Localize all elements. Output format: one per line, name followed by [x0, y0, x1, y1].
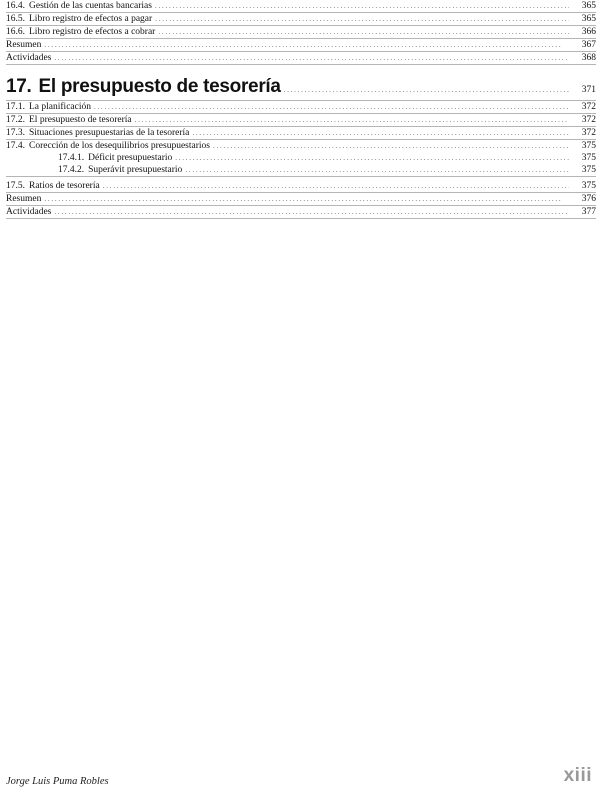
dot-leader: [54, 52, 569, 64]
toc-entry-page: 366: [581, 27, 596, 37]
toc-entry-16-4[interactable]: [6, 0, 596, 13]
toc-entry-number: 17.4.1.: [58, 153, 85, 163]
toc-entry-page: 365: [581, 1, 596, 11]
toc-chapter-17[interactable]: [6, 76, 596, 101]
toc-entry-page: 365: [581, 14, 596, 24]
dot-leader: [185, 164, 569, 176]
toc-entry-number: 17.1.: [6, 102, 25, 112]
toc-entry-label: La planificación: [29, 102, 91, 112]
toc-entry-label: Superávit presupuestario: [88, 165, 183, 175]
dot-leader: [158, 26, 569, 38]
table-of-contents: [6, 0, 596, 219]
toc-section-16-tail: [6, 0, 596, 65]
dot-leader: [155, 0, 569, 12]
toc-entry-17-3[interactable]: [6, 127, 596, 140]
toc-entry-label: Déficit presupuestario: [88, 153, 173, 163]
dot-leader: [175, 152, 569, 164]
toc-entry-label: Situaciones presupuestarias de la tesorería: [29, 128, 190, 138]
toc-entry-actividades-16[interactable]: [6, 52, 596, 65]
toc-entry-page: 367: [581, 40, 596, 50]
dot-leader: [54, 206, 569, 218]
toc-entry-page: 375: [581, 141, 596, 151]
dot-leader: [44, 39, 569, 51]
toc-entry-label: Ratios de tesorería: [29, 181, 100, 191]
toc-entry-number: 17.5.: [6, 181, 25, 191]
toc-entry-page: 372: [581, 115, 596, 125]
toc-entry-17-1[interactable]: [6, 101, 596, 114]
toc-entry-resumen-16[interactable]: [6, 39, 596, 52]
dot-leader: [192, 127, 569, 139]
dot-leader: [213, 140, 569, 152]
toc-entry-page: 372: [581, 102, 596, 112]
toc-entry-page: 375: [581, 165, 596, 175]
toc-entry-label: Corección de los desequilibrios presupuestarios: [29, 141, 210, 151]
toc-entry-17-2[interactable]: [6, 114, 596, 127]
toc-entry-number: 17.4.: [6, 141, 25, 151]
dot-leader: [94, 101, 569, 113]
toc-entry-page: 372: [581, 128, 596, 138]
toc-entry-label: Libro registro de efectos a cobrar: [29, 27, 156, 37]
toc-entry-17-4-1[interactable]: [6, 152, 596, 164]
chapter-page: 371: [581, 85, 596, 95]
toc-entry-label: Actividades: [6, 207, 52, 217]
toc-entry-page: 368: [581, 53, 596, 63]
toc-entry-number: 17.4.2.: [58, 165, 85, 175]
dot-leader: [135, 114, 569, 126]
toc-entry-label: Resumen: [6, 40, 42, 50]
toc-entry-label: Gestión de las cuentas bancarias: [29, 1, 152, 11]
toc-entry-number: 16.6.: [6, 27, 25, 37]
dot-leader: [103, 180, 569, 192]
toc-entry-17-4-2[interactable]: [6, 164, 596, 177]
toc-entry-page: 376: [581, 194, 596, 204]
toc-entry-number: 16.4.: [6, 1, 25, 11]
footer-page-number: xiii: [563, 765, 592, 786]
toc-entry-page: 375: [581, 181, 596, 191]
footer-author: Jorge Luis Puma Robles: [6, 776, 109, 787]
toc-section-17: [6, 101, 596, 219]
toc-entry-number: 17.3.: [6, 128, 25, 138]
toc-entry-16-5[interactable]: [6, 13, 596, 26]
toc-entry-page: 377: [581, 207, 596, 217]
chapter-title: El presupuesto de tesorería: [38, 76, 281, 97]
toc-entry-label: Resumen: [6, 194, 42, 204]
toc-entry-actividades-17[interactable]: [6, 206, 596, 219]
chapter-number: 17.: [6, 76, 32, 97]
toc-entry-17-5[interactable]: [6, 180, 596, 193]
dot-leader: [44, 193, 569, 205]
toc-entry-number: 17.2.: [6, 115, 25, 125]
toc-entry-17-4[interactable]: [6, 140, 596, 152]
toc-entry-page: 375: [581, 153, 596, 163]
dot-leader: [155, 13, 569, 25]
toc-entry-label: El presupuesto de tesorería: [29, 115, 132, 125]
toc-entry-16-6[interactable]: [6, 26, 596, 39]
dot-leader: [284, 86, 569, 94]
toc-entry-label: Actividades: [6, 53, 52, 63]
toc-entry-number: 16.5.: [6, 14, 25, 24]
toc-entry-label: Libro registro de efectos a pagar: [29, 14, 153, 24]
toc-entry-resumen-17[interactable]: [6, 193, 596, 206]
